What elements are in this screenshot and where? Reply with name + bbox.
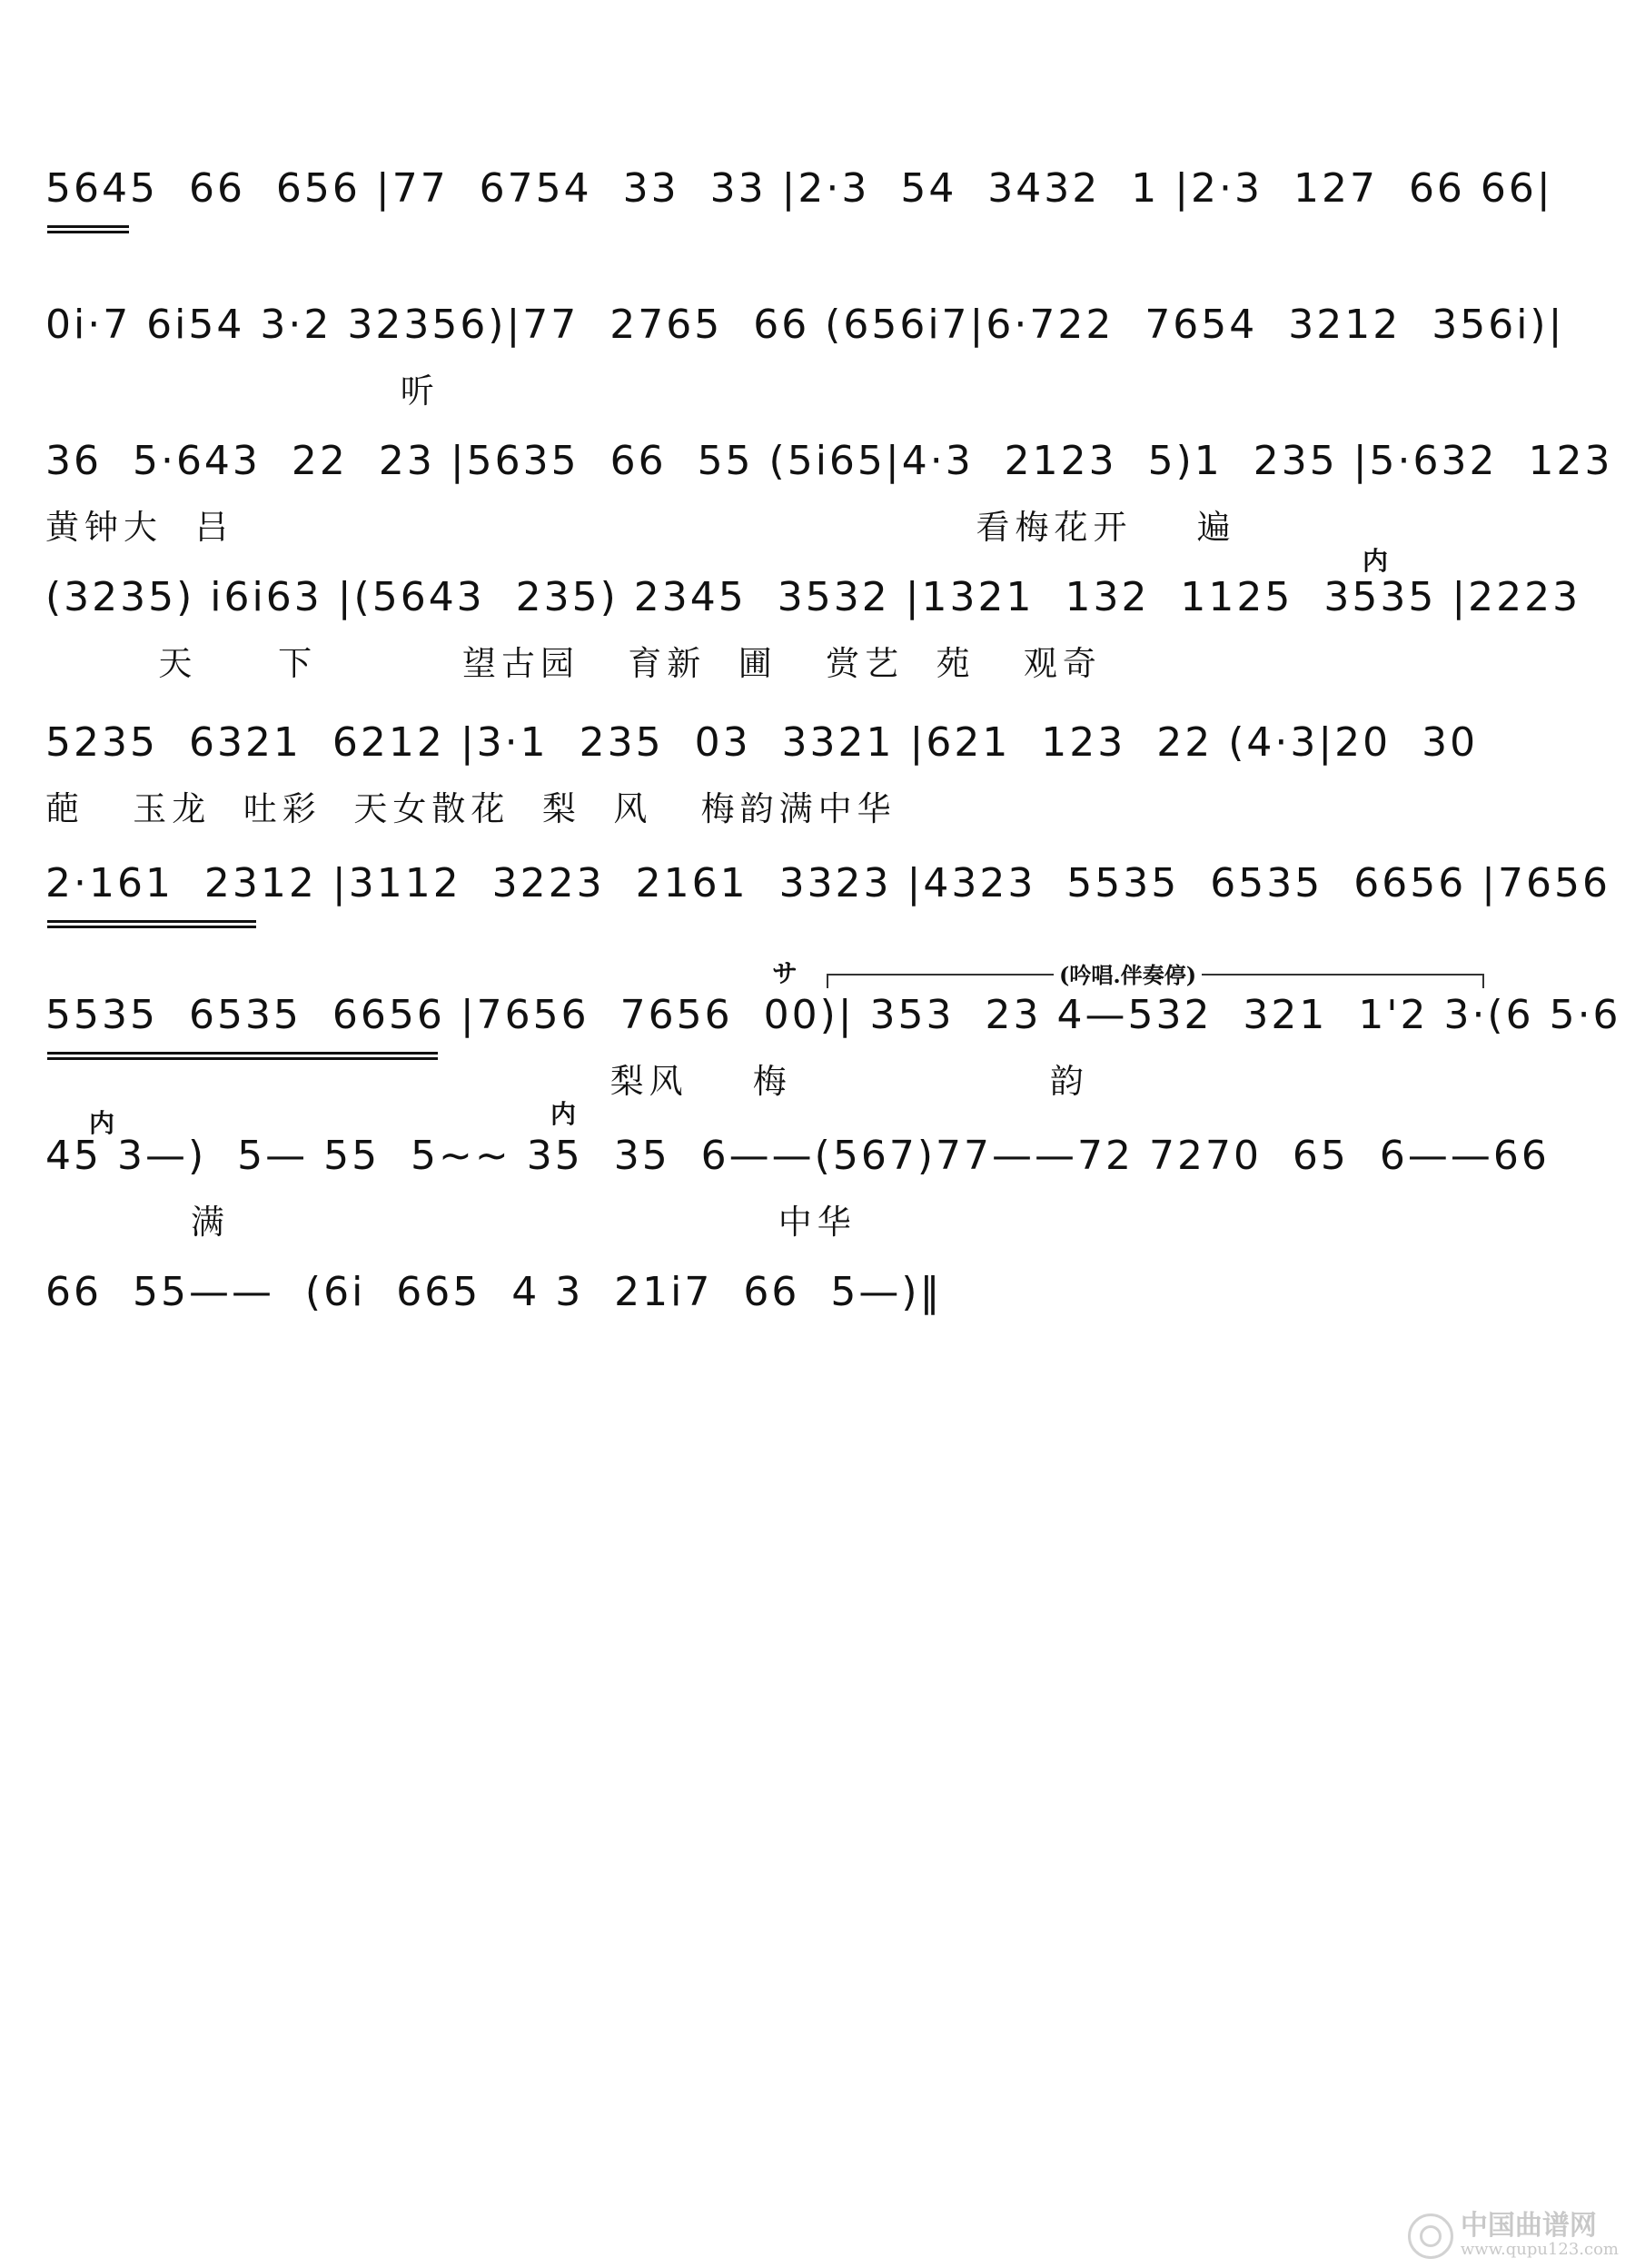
notation-line: (3235) i6i63 |(5643 235) 2345 3532 |1321 132 1125 3535 |2223 xyxy=(45,574,1581,620)
nei-mark: 内 xyxy=(89,1108,115,1138)
nei-mark: 内 xyxy=(550,1099,577,1129)
lyric-line: 天 下 望古园 育新 圃 赏艺 苑 观奇 xyxy=(45,644,1102,683)
beam-line xyxy=(47,1052,438,1055)
notation-line: 36 5·643 22 23 |5635 66 55 (5i65|4·3 2123 5)1 235 |5·632 123 xyxy=(45,438,1613,484)
beam-line xyxy=(47,225,129,228)
lyric-line: 梨风 梅 韵 xyxy=(45,1062,1089,1101)
score-line-4 xyxy=(45,546,1590,718)
site-logo-icon xyxy=(1408,2214,1453,2259)
score-line-9 xyxy=(45,1267,1590,1412)
watermark-site-name: 中国曲谱网 xyxy=(1460,2210,1597,2242)
notation-line: 5535 6535 6656 |7656 7656 00)| 353 23 4—532 321 1'2 3·(6 5·6 xyxy=(45,992,1621,1038)
beam-line xyxy=(47,920,256,923)
site-watermark xyxy=(1408,2212,1619,2259)
score-line-2 xyxy=(45,300,1590,445)
beam-line xyxy=(47,926,256,928)
notation-line: 2·161 2312 |3112 3223 2161 3323 |4323 5535 6535 6656 |7656 xyxy=(45,860,1610,906)
watermark-url: www.qupu123.com xyxy=(1460,2240,1619,2259)
chant-bracket-label: (吟唱.伴奏停) xyxy=(1054,957,1202,989)
notation-line: 5645 66 656 |77 6754 33 33 |2·3 54 3432 1 |2·3 127 66 66| xyxy=(45,165,1553,212)
notation-line: 66 55—— (6i 665 4 3 21i7 66 5—)‖ xyxy=(45,1269,943,1315)
notation-line: 45 3—) 5— 55 5~~ 35 35 6——(567)77——72 7270 65 6——66 xyxy=(45,1133,1550,1179)
lyric-line: 黄钟大 吕 看梅花开 遍 xyxy=(45,508,1236,547)
score-line-8 xyxy=(45,1099,1590,1276)
lyric-line: 听 xyxy=(45,371,440,411)
beam-line xyxy=(47,1057,438,1060)
lyric-line: 葩 玉龙 吐彩 天女散花 梨 风 梅韵满中华 xyxy=(45,789,897,828)
score-line-3 xyxy=(45,436,1613,581)
notation-line: 0i·7 6i54 3·2 32356)|77 2765 66 (656i7|6·722 7654 3212 356i)| xyxy=(45,302,1565,348)
score-line-5 xyxy=(45,718,1590,863)
sa-mark: サ xyxy=(772,958,798,988)
notation-line: 5235 6321 6212 |3·1 235 03 3321 |621 123 22 (4·3|20 30 xyxy=(45,719,1479,766)
lyric-line: 满 中华 xyxy=(45,1203,857,1242)
nei-mark: 内 xyxy=(1362,546,1389,576)
score-line-7 xyxy=(45,958,1621,1135)
beam-line xyxy=(47,231,129,233)
score-line-1 xyxy=(45,163,1590,309)
